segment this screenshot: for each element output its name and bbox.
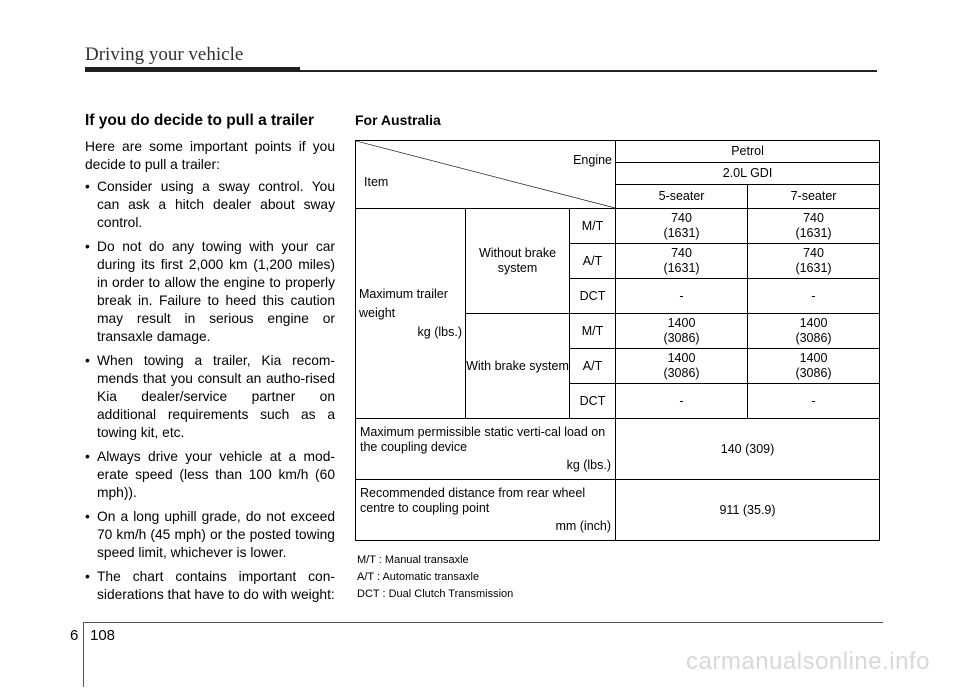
value-cell: 1400 (3086) [616,314,748,349]
transaxle-label: A/T [570,244,616,279]
col-7-seater-header: 7-seater [748,185,880,209]
page-number: 108 [90,627,116,644]
footer-rule [83,622,883,623]
corner-engine-label: Engine [573,153,613,167]
value-cell: - [616,279,748,314]
static-load-value: 140 (309) [616,419,880,480]
footer-divider [83,622,84,687]
note-line: M/T : Manual transaxle [357,554,469,566]
right-column [355,112,879,128]
bullet-item: • Always drive your vehicle at a mod-erate speed (less than 100 km/h (60 mph)). [85,449,335,500]
static-load-label: Maximum permissible static verti-cal load on the coupling device kg (lbs.) [356,419,616,480]
transaxle-label: M/T [570,314,616,349]
table-heading: For Australia [355,112,441,128]
towing-spec-table [355,140,880,541]
with-brake-label: With brake system [466,314,570,419]
fuel-header: Petrol [616,141,880,163]
bullet-item: • Do not do any towing with your car during its first 2,000 km (1,200 miles) in order to allow the engine to properly break in. Failure to heed this caution may result in serious engine or transaxle damage. [85,239,335,344]
value-cell: 740 (1631) [616,209,748,244]
bullet-item: • Consider using a sway control. You can ask a hitch dealer about sway control. [85,179,335,230]
abbreviation-notes [357,552,513,603]
bullet-list [85,178,335,604]
value-cell: 740 (1631) [616,244,748,279]
bullet-item: • On a long uphill grade, do not exceed 70 km/h (45 mph) or the posted towing speed limit, whichever is lower. [85,509,335,560]
header-rule-thick [85,67,300,72]
value-cell: 1400 (3086) [748,349,880,384]
value-cell: 740 (1631) [748,209,880,244]
note-line: A/T : Automatic transaxle [357,571,480,583]
value-cell: - [616,384,748,419]
engine-header: 2.0L GDI [616,163,880,185]
left-column [85,112,335,610]
intro-paragraph: Here are some important points if you decide to pull a trailer: [85,139,335,172]
transaxle-label: DCT [570,384,616,419]
chapter-number: 6 [70,627,79,644]
section-heading: If you do decide to pull a trailer [85,112,315,129]
transaxle-label: A/T [570,349,616,384]
max-trailer-weight-label: Maximum trailer weight kg (lbs.) [356,209,466,419]
distance-value: 911 (35.9) [616,480,880,541]
diagonal-divider [356,141,615,208]
col-5-seater-header: 5-seater [616,185,748,209]
corner-header-cell [356,141,616,209]
value-cell: 1400 (3086) [748,314,880,349]
note-line: DCT : Dual Clutch Transmission [357,588,514,600]
transaxle-label: M/T [570,209,616,244]
transaxle-label: DCT [570,279,616,314]
header-rule-thin [300,70,877,72]
corner-item-label: Item [364,175,389,189]
value-cell: - [748,384,880,419]
value-cell: 1400 (3086) [616,349,748,384]
bullet-item: • The chart contains important con-siderations that have to do with weight: [85,569,335,602]
value-cell: 740 (1631) [748,244,880,279]
bullet-item: • When towing a trailer, Kia recom-mends that you consult an autho-rised Kia dealer/service partner on additional requirements such as a towing kit, etc. [85,353,335,440]
value-cell: - [748,279,880,314]
without-brake-label: Without brake system [466,209,570,314]
page-header-title: Driving your vehicle [85,44,244,65]
watermark-text: carmanualsonline.info [686,648,930,675]
distance-label: Recommended distance from rear wheel centre to coupling point mm (inch) [356,480,616,541]
